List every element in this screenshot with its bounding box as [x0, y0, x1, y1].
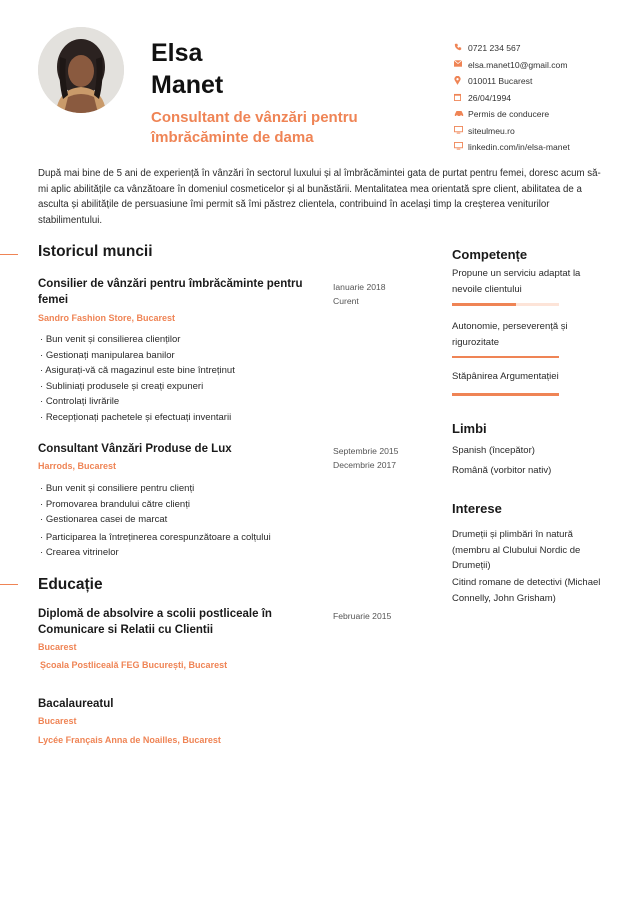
contact-text[interactable]: linkedin.com/in/elsa-manet	[468, 142, 570, 153]
list-item: · Promovarea brandului către clienți	[40, 497, 271, 513]
job-2-company: Harrods, Bucarest	[38, 461, 117, 471]
location-icon	[454, 76, 468, 87]
interests-title: Interese	[452, 501, 502, 516]
skill-2-bar	[452, 356, 559, 359]
profile-photo	[38, 27, 124, 113]
education-1-title: Diplomă de absolvire a scolii postliceale în Comunicare si Relatii cu Clientii	[38, 608, 272, 636]
skills-title: Competențe	[452, 247, 528, 262]
list-item: · Participarea la întreținerea corespunzătoare a colțului	[40, 530, 271, 546]
job-1-tasks	[40, 332, 235, 425]
list-item: · Crearea vitrinelor	[40, 545, 271, 561]
contact-text[interactable]: elsa.manet10@gmail.com	[468, 59, 568, 70]
job-2-title: Consultant Vânzări Produse de Lux	[38, 443, 232, 455]
contact-text[interactable]: siteulmeu.ro	[468, 125, 515, 136]
work-history-title: Istoricul muncii	[38, 243, 153, 260]
date-start: Septembrie 2015	[333, 446, 399, 456]
contact-linkedin	[454, 139, 634, 156]
language-item: Spanish (începător)	[452, 445, 535, 456]
education-2-school: Lycée Français Anna de Noailles, Bucarest	[38, 735, 221, 745]
contact-text[interactable]: 0721 234 567	[468, 43, 521, 54]
languages-title: Limbi	[452, 421, 487, 436]
list-item: · Asigurați-vă că magazinul este bine întreținut	[40, 363, 235, 379]
date-start: Ianuarie 2018	[333, 282, 386, 292]
list-item: · Controlați livrările	[40, 394, 235, 410]
email-icon	[454, 60, 468, 69]
contact-address	[454, 73, 634, 90]
education-2-city: Bucarest	[38, 716, 77, 726]
list-item: · Subliniați produsele și creați expuneri	[40, 379, 235, 395]
education-title: Educație	[38, 576, 103, 593]
skill-2-label: Autonomie, perseverență și rigurozitate	[452, 321, 568, 348]
interest-item: Citind romane de detectivi (Michael Connelly, John Grisham)	[452, 577, 601, 604]
candidate-name	[151, 37, 223, 101]
date-end: Decembrie 2017	[333, 459, 397, 470]
skill-3-bar	[452, 393, 559, 396]
skill-3-level	[452, 393, 559, 396]
linkedin-icon	[454, 142, 468, 152]
skill-1-level	[452, 303, 516, 306]
last-name: Manet	[151, 71, 224, 99]
education-1-school: Școala Postliceală FEG București, Bucarest	[40, 660, 228, 670]
contact-text: 010011 Bucarest	[468, 76, 533, 87]
job-1-dates	[333, 281, 386, 308]
job-2-tasks	[40, 481, 271, 561]
education-1-city: Bucarest	[38, 642, 77, 652]
date-end: Curent	[333, 295, 359, 306]
skill-1-label: Propune un serviciu adaptat la nevoile clientului	[452, 268, 581, 295]
job-2-dates	[333, 445, 398, 472]
education-1-date: Februarie 2015	[333, 611, 392, 621]
job-1-title: Consilier de vânzări pentru îmbrăcăminte pentru femei	[38, 278, 303, 306]
section-accent-line	[0, 584, 18, 585]
contact-license	[454, 106, 634, 123]
list-item: · Bun venit și consiliere pentru clienți	[40, 481, 271, 497]
avatar	[38, 27, 124, 113]
contact-phone	[454, 40, 634, 57]
calendar-icon	[454, 93, 468, 103]
profile-summary: După mai bine de 5 ani de experiență în vânzări în sectorul luxului și al îmbrăcămintei gata de purtat pentru femei, doresc acum să-mi aplic abilitățile ca vânzătoare în domeniul cosmeticelor și al bunăstării. Mentalitatea mea orientată spre client, abilitatea de a asculta și abilitățile de persuasiune îmi permit să îmi păstrez clientela, contribuind în același timp la creșterea veniturilor stabilimentului.	[38, 168, 601, 226]
contact-text: Permis de conducere	[468, 109, 550, 120]
contact-email	[454, 57, 634, 74]
contact-list	[454, 40, 634, 156]
first-name: Elsa	[151, 39, 203, 67]
list-item: · Recepționați pachetele și efectuați inventarii	[40, 410, 235, 426]
skill-2-level	[452, 356, 559, 359]
contact-website	[454, 123, 634, 140]
job-title: Consultant de vânzări pentru îmbrăcăminte de dama	[151, 109, 358, 146]
list-item: · Gestionarea casei de marcat	[40, 512, 271, 528]
phone-icon	[454, 43, 468, 53]
website-icon	[454, 126, 468, 136]
language-item: Română (vorbitor nativ)	[452, 465, 552, 476]
skill-1-bar	[452, 303, 559, 306]
list-item: · Gestionați manipularea banilor	[40, 348, 235, 364]
contact-birthdate	[454, 90, 634, 107]
section-accent-line	[0, 254, 18, 255]
car-icon	[454, 110, 468, 119]
job-1-company: Sandro Fashion Store, Bucarest	[38, 313, 176, 323]
list-item: · Bun venit și consilierea clienților	[40, 332, 235, 348]
interest-item: Drumeții și plimbări în natură (membru al Clubului Nordic de Drumeții)	[452, 529, 581, 571]
contact-text: 26/04/1994	[468, 92, 512, 103]
skill-3-label: Stăpânirea Argumentației	[452, 371, 559, 382]
education-2-title: Bacalaureatul	[38, 698, 114, 710]
